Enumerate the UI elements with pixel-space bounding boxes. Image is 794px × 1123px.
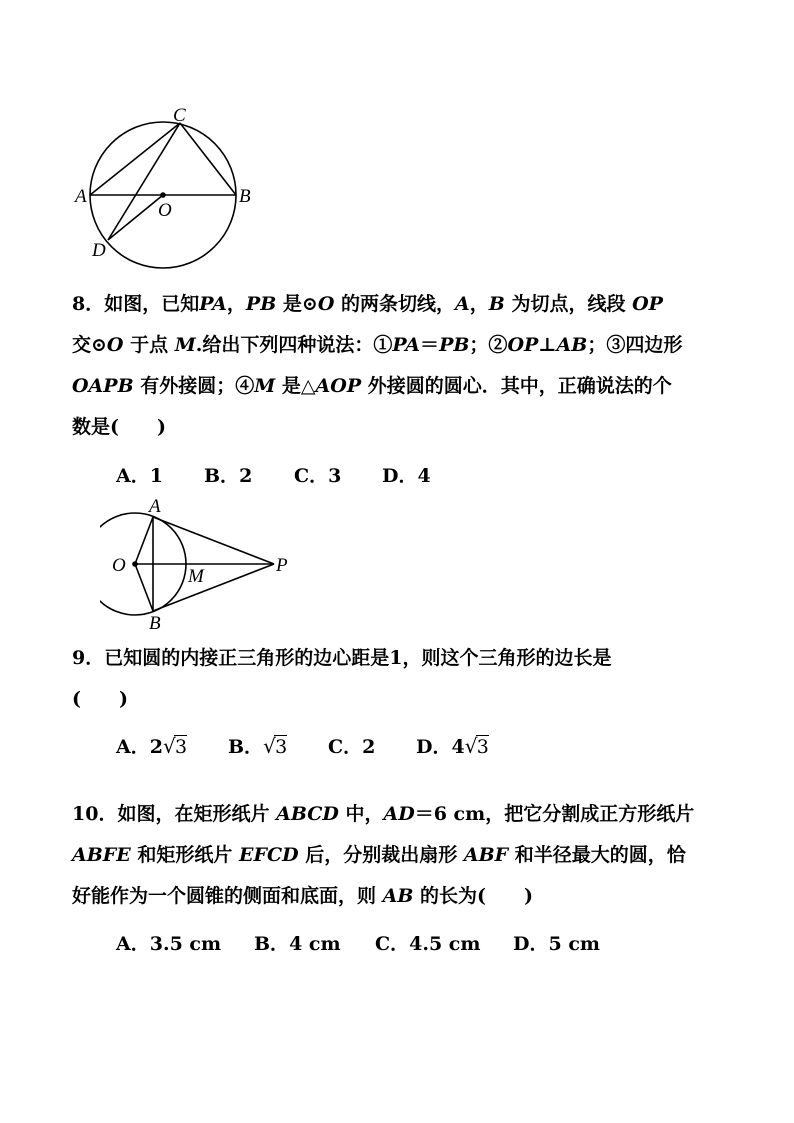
label-a: A bbox=[75, 186, 87, 207]
q8-option-d: D．4 bbox=[382, 465, 431, 487]
q9-option-c: C．2 bbox=[328, 736, 376, 758]
q10-option-b: B．4 cm bbox=[254, 933, 341, 955]
q8-options bbox=[116, 461, 431, 488]
q10-option-c: C．4.5 cm bbox=[375, 933, 481, 955]
segment-ob bbox=[135, 564, 153, 611]
question-8 bbox=[72, 284, 732, 448]
sqrt-symbol: √ 3 bbox=[464, 734, 489, 758]
q9-option-b: B． √ 3 bbox=[228, 734, 288, 758]
q10-line-1: 10．如图，在矩形纸片 ABCD 中，AD＝6 cm，把它分割成正方形纸片 bbox=[72, 803, 695, 825]
label-p: P bbox=[276, 555, 288, 576]
sqrt-symbol: √ 3 bbox=[263, 734, 288, 758]
question-9 bbox=[72, 638, 732, 720]
q9-option-d: D．4 √ 3 bbox=[416, 734, 489, 758]
q10-line-3: 好能作为一个圆锥的侧面和底面，则 AB 的长为( ) bbox=[72, 885, 534, 907]
q9-line-1: 9．已知圆的内接正三角形的边心距是1，则这个三角形的边长是 bbox=[72, 647, 612, 669]
q8-line-4: 数是( ) bbox=[72, 416, 166, 438]
tangent-pb bbox=[153, 564, 274, 611]
q9-option-a: A．2 √ 3 bbox=[116, 734, 188, 758]
q9-line-2: ( ) bbox=[72, 688, 128, 710]
label-d: D bbox=[92, 240, 106, 261]
q9-options bbox=[116, 732, 489, 759]
figure-circle-abcd bbox=[72, 100, 272, 270]
figure-tangent-lines bbox=[100, 495, 300, 635]
label-a: A bbox=[149, 496, 161, 517]
sqrt-symbol: √ 3 bbox=[162, 734, 188, 758]
q8-option-b: B．2 bbox=[204, 465, 253, 487]
q8-option-c: C．3 bbox=[294, 465, 342, 487]
label-b: B bbox=[149, 613, 161, 634]
label-c: C bbox=[173, 105, 186, 126]
center-point-o bbox=[132, 561, 138, 567]
label-b: B bbox=[239, 186, 251, 207]
q10-option-d: D．5 cm bbox=[513, 933, 600, 955]
segment-cb bbox=[180, 123, 236, 195]
q10-option-a: A．3.5 cm bbox=[116, 933, 222, 955]
q10-options bbox=[116, 929, 600, 956]
q8-line-3: OAPB 有外接圆；④M 是△AOP 外接圆的圆心．其中，正确说法的个 bbox=[72, 375, 672, 397]
label-o: O bbox=[158, 200, 172, 221]
segment-ac bbox=[90, 123, 180, 195]
segment-od bbox=[108, 195, 163, 240]
q8-line-2: 交⊙O 于点 M.给出下列四种说法：①PA＝PB；②OP⊥AB；③四边形 bbox=[72, 334, 683, 356]
segment-oa bbox=[135, 517, 153, 564]
q8-option-a: A．1 bbox=[116, 465, 163, 487]
label-o: O bbox=[112, 555, 126, 576]
center-point-o bbox=[160, 192, 166, 198]
q8-line-1: 8．如图，已知PA，PB 是⊙O 的两条切线，A，B 为切点，线段 OP bbox=[72, 293, 663, 315]
tangent-pa bbox=[153, 517, 274, 564]
question-10 bbox=[72, 794, 732, 917]
q10-line-2: ABFE 和矩形纸片 EFCD 后，分别裁出扇形 ABF 和半径最大的圆，恰 bbox=[72, 844, 686, 866]
label-m: M bbox=[188, 566, 204, 587]
segment-cd bbox=[108, 123, 180, 240]
